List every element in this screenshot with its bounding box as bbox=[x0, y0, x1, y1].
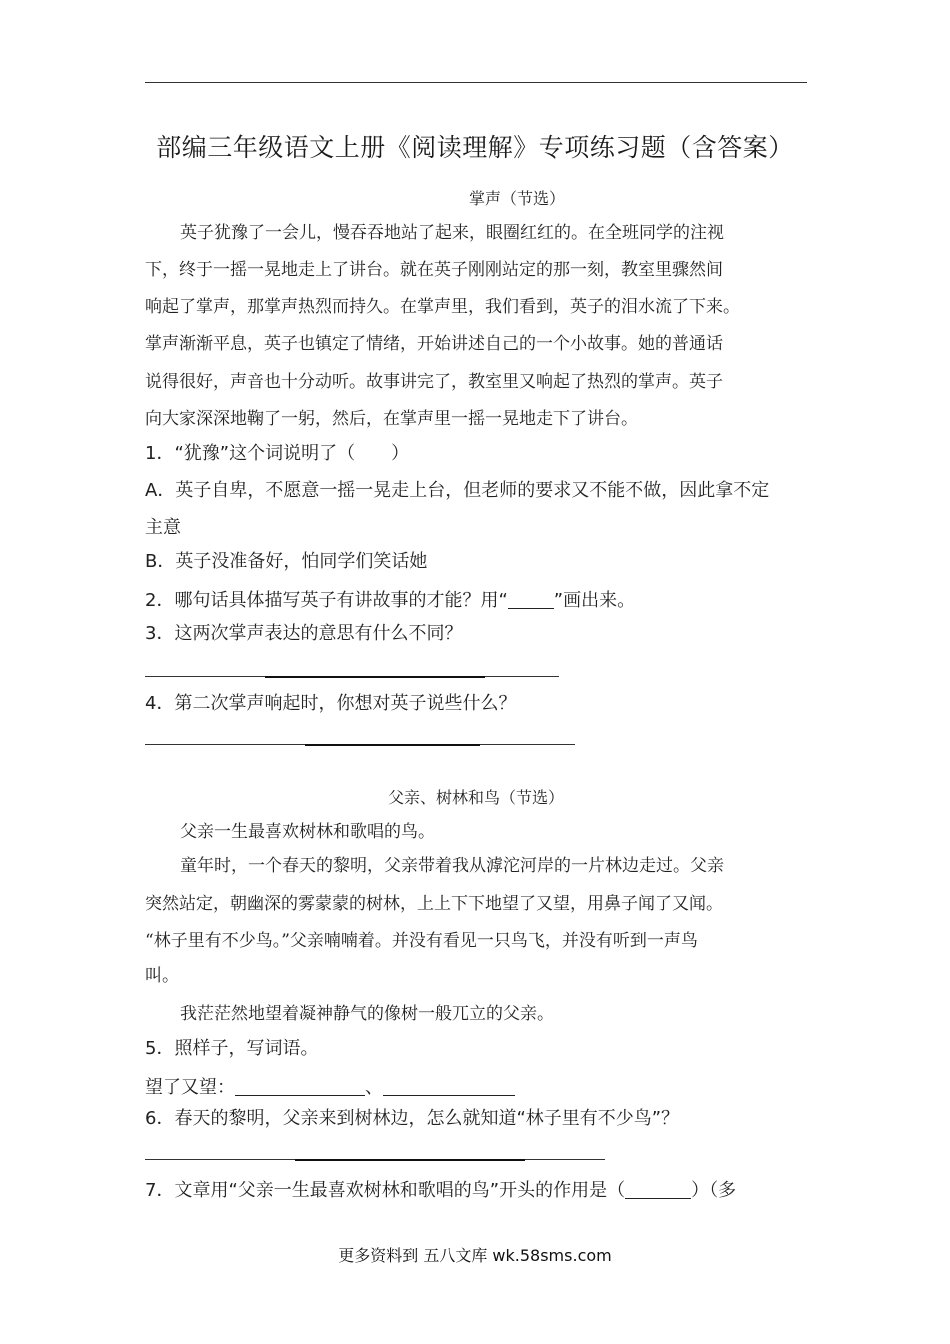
footer-link[interactable]: 更多资料到 五八文库 wk.58sms.com bbox=[338, 1246, 612, 1265]
question-5: 5．照样子，写词语。 bbox=[145, 1038, 319, 1059]
separator: 、 bbox=[365, 1077, 383, 1098]
question-7-text-end: ）（多 bbox=[691, 1180, 737, 1201]
question-2-text: 2．哪句话具体描写英子有讲故事的才能？用“ bbox=[145, 590, 508, 611]
question-5-example bbox=[145, 1077, 515, 1097]
section1-line-6: 向大家深深地鞠了一躬，然后，在掌声里一摇一晃地走下了讲台。 bbox=[145, 409, 638, 429]
answer-blank[interactable] bbox=[508, 590, 554, 609]
answer-blank[interactable] bbox=[625, 1180, 691, 1199]
section2-line-2: 童年时，一个春天的黎明，父亲带着我从滹沱河岸的一片林边走过。父亲 bbox=[180, 856, 724, 876]
section1-line-3: 响起了掌声，那掌声热烈而持久。在掌声里，我们看到，英子的泪水流了下来。 bbox=[145, 297, 740, 317]
question-6: 6．春天的黎明，父亲来到树林边，怎么就知道“林子里有不少鸟”？ bbox=[145, 1108, 680, 1129]
question-5-example-label: 望了又望： bbox=[145, 1077, 235, 1098]
section2-line-3: 突然站定，朝幽深的雾蒙蒙的树林，上上下下地望了又望，用鼻子闻了又闻。 bbox=[145, 894, 723, 914]
section2-heading: 父亲、树林和鸟（节选） bbox=[388, 788, 565, 807]
question-2 bbox=[145, 590, 635, 610]
question-7 bbox=[145, 1180, 736, 1200]
header-rule bbox=[145, 82, 807, 83]
section1-heading: 掌声（节选） bbox=[468, 189, 565, 208]
answer-line-q3[interactable] bbox=[145, 676, 559, 677]
answer-blank[interactable] bbox=[383, 1077, 515, 1096]
question-4: 4．第二次掌声响起时，你想对英子说些什么？ bbox=[145, 693, 517, 714]
answer-blank[interactable] bbox=[235, 1077, 365, 1096]
question-1: 1．“犹豫”这个词说明了（ ） bbox=[145, 443, 410, 464]
document-title: 部编三年级语文上册《阅读理解》专项练习题（含答案） bbox=[156, 133, 794, 162]
section2-line-6: 我茫茫然地望着凝神静气的像树一般兀立的父亲。 bbox=[180, 1004, 554, 1024]
section1-line-4: 掌声渐渐平息，英子也镇定了情绪，开始讲述自己的一个小故事。她的普通话 bbox=[145, 334, 723, 354]
section2-line-1: 父亲一生最喜欢树林和歌唱的鸟。 bbox=[180, 822, 435, 842]
question-1-option-a-cont: 主意 bbox=[145, 517, 181, 538]
answer-line-q4[interactable] bbox=[145, 744, 575, 745]
question-1-option-b: B．英子没准备好，怕同学们笑话她 bbox=[145, 551, 428, 572]
answer-line-q6[interactable] bbox=[145, 1159, 605, 1160]
section1-line-2: 下，终于一摇一晃地走上了讲台。就在英子刚刚站定的那一刻，教室里骤然间 bbox=[145, 260, 723, 280]
section2-line-4: “林子里有不少鸟。”父亲喃喃着。并没有看见一只鸟飞，并没有听到一声鸟 bbox=[145, 931, 698, 951]
question-1-option-a: A．英子自卑，不愿意一摇一晃走上台，但老师的要求又不能不做，因此拿不定 bbox=[145, 480, 770, 501]
section2-line-5: 叫。 bbox=[145, 966, 179, 986]
question-2-text-end: ”画出来。 bbox=[553, 590, 636, 611]
question-7-text: 7．文章用“父亲一生最喜欢树林和歌唱的鸟”开头的作用是（ bbox=[145, 1180, 626, 1201]
section1-line-1: 英子犹豫了一会儿，慢吞吞地站了起来，眼圈红红的。在全班同学的注视 bbox=[180, 223, 724, 243]
section1-line-5: 说得很好，声音也十分动听。故事讲完了，教室里又响起了热烈的掌声。英子 bbox=[145, 372, 723, 392]
question-3: 3．这两次掌声表达的意思有什么不同？ bbox=[145, 623, 463, 644]
